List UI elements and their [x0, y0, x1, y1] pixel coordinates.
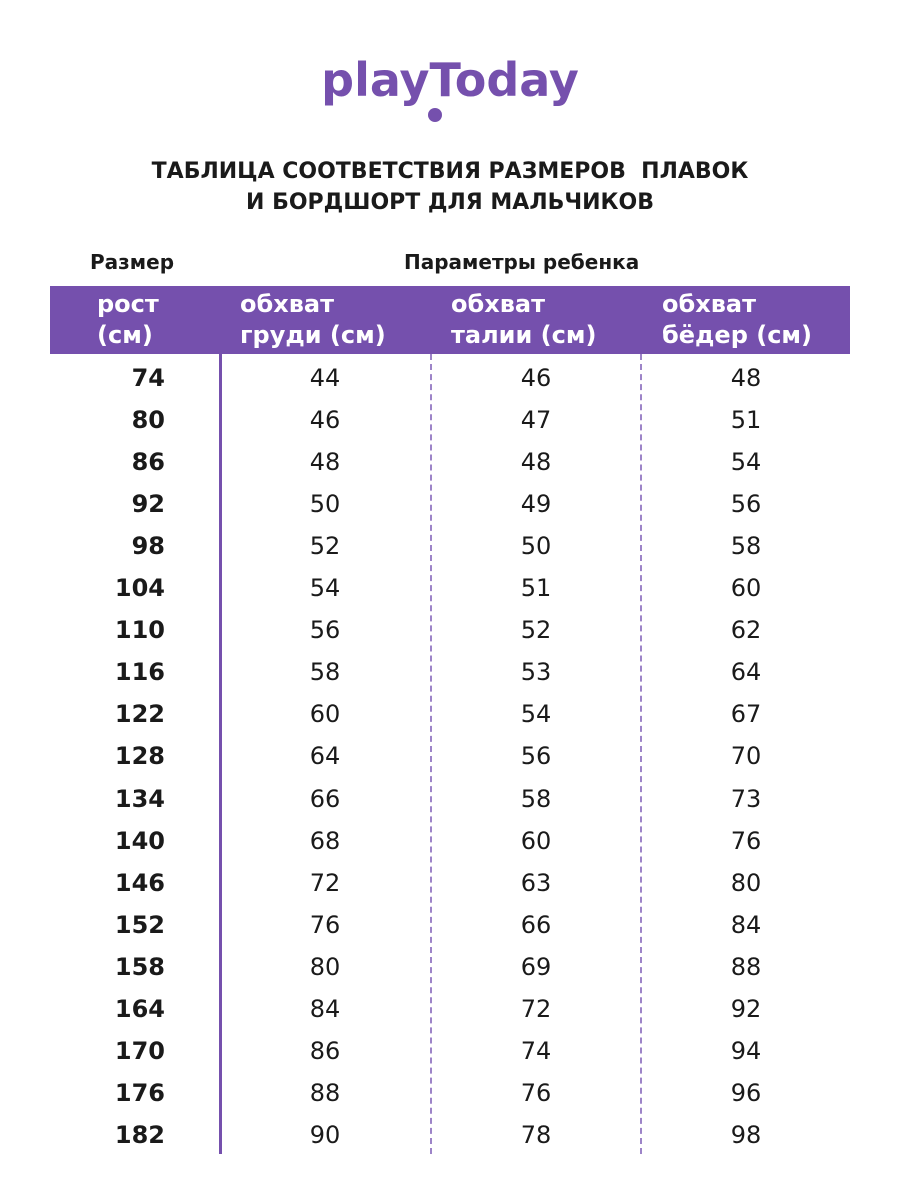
table-row [0, 483, 900, 525]
chest-cell: 60 [309, 700, 341, 729]
hips-cell: 54 [730, 448, 762, 477]
page-title [0, 156, 900, 218]
waist-cell: 52 [520, 616, 552, 645]
hips-cell: 67 [730, 700, 762, 729]
brand-logo [0, 52, 900, 127]
waist-cell: 58 [520, 784, 552, 813]
waist-cell: 54 [520, 700, 552, 729]
hips-cell: 96 [730, 1078, 762, 1107]
height-cell: 158 [114, 952, 165, 981]
table-row [0, 820, 900, 862]
header-height: рост (см) [97, 290, 159, 349]
height-cell: 104 [114, 574, 165, 603]
title-line-2: И БОРДШОРТ ДЛЯ МАЛЬЧИКОВ [246, 190, 654, 215]
table-row [0, 862, 900, 904]
chest-cell: 66 [309, 784, 341, 813]
hips-cell: 88 [730, 952, 762, 981]
hips-cell: 80 [730, 868, 762, 897]
hips-cell: 84 [730, 910, 762, 939]
height-cell: 110 [114, 616, 165, 645]
height-cell: 170 [114, 1036, 165, 1065]
chest-cell: 58 [309, 658, 341, 687]
chest-cell: 86 [309, 1036, 341, 1065]
header-chest: обхват груди (см) [240, 290, 386, 349]
height-cell: 176 [114, 1078, 165, 1107]
height-cell: 140 [114, 826, 165, 855]
table-row [0, 1072, 900, 1114]
hips-cell: 51 [730, 406, 762, 435]
hips-cell: 76 [730, 826, 762, 855]
table-row [0, 651, 900, 693]
table-row [0, 609, 900, 651]
chest-cell: 88 [309, 1078, 341, 1107]
waist-cell: 56 [520, 742, 552, 771]
height-cell: 92 [131, 490, 165, 519]
hips-cell: 98 [730, 1120, 762, 1149]
chest-cell: 46 [309, 406, 341, 435]
brand-logo-text: playToday [321, 53, 579, 107]
table-row [0, 904, 900, 946]
waist-cell: 63 [520, 868, 552, 897]
hips-cell: 60 [730, 574, 762, 603]
table-row [0, 946, 900, 988]
waist-cell: 53 [520, 658, 552, 687]
hips-cell: 58 [730, 532, 762, 561]
height-cell: 122 [114, 700, 165, 729]
table-row [0, 399, 900, 441]
waist-cell: 51 [520, 574, 552, 603]
table-row [0, 735, 900, 777]
chest-cell: 84 [309, 994, 341, 1023]
height-cell: 146 [114, 868, 165, 897]
height-cell: 134 [114, 784, 165, 813]
table-row [0, 1030, 900, 1072]
chest-cell: 76 [309, 910, 341, 939]
header-hips: обхват бёдер (см) [662, 290, 813, 349]
waist-cell: 76 [520, 1078, 552, 1107]
hips-cell: 48 [730, 364, 762, 392]
waist-cell: 46 [520, 364, 552, 392]
hips-cell: 64 [730, 658, 762, 687]
chest-cell: 68 [309, 826, 341, 855]
chest-cell: 90 [309, 1120, 341, 1149]
size-label: Размер [90, 250, 175, 274]
chest-cell: 48 [309, 448, 341, 477]
table-row [0, 525, 900, 567]
height-cell: 152 [114, 910, 165, 939]
waist-cell: 74 [520, 1036, 552, 1065]
waist-cell: 72 [520, 994, 552, 1023]
waist-cell: 48 [520, 448, 552, 477]
title-line-1: ТАБЛИЦА СООТВЕТСТВИЯ РАЗМЕРОВ ПЛАВОК [151, 159, 749, 184]
chest-cell: 72 [309, 868, 341, 897]
hips-cell: 92 [730, 994, 762, 1023]
height-cell: 164 [114, 994, 165, 1023]
hips-cell: 62 [730, 616, 762, 645]
waist-cell: 50 [520, 532, 552, 561]
hips-cell: 73 [730, 784, 762, 813]
waist-cell: 78 [520, 1120, 552, 1149]
height-cell: 116 [114, 658, 165, 687]
chest-cell: 52 [309, 532, 341, 561]
table-row [0, 567, 900, 609]
chest-cell: 56 [309, 616, 341, 645]
table-row [0, 988, 900, 1030]
params-label: Параметры ребенка [404, 250, 640, 274]
chest-cell: 64 [309, 742, 341, 771]
table-row [0, 1114, 900, 1156]
hips-cell: 70 [730, 742, 762, 771]
height-cell: 182 [114, 1120, 165, 1149]
waist-cell: 60 [520, 826, 552, 855]
height-cell: 80 [131, 406, 165, 435]
chest-cell: 54 [309, 574, 341, 603]
height-cell: 74 [131, 364, 165, 392]
header-waist: обхват талии (см) [451, 290, 597, 349]
table-row [0, 357, 900, 399]
chest-cell: 44 [309, 364, 341, 392]
table-row [0, 778, 900, 820]
waist-cell: 49 [520, 490, 552, 519]
hips-cell: 56 [730, 490, 762, 519]
table-row [0, 441, 900, 483]
chest-cell: 50 [309, 490, 341, 519]
height-cell: 128 [114, 742, 165, 771]
waist-cell: 69 [520, 952, 552, 981]
table-row [0, 693, 900, 735]
waist-cell: 47 [520, 406, 552, 435]
chest-cell: 80 [309, 952, 341, 981]
height-cell: 86 [131, 448, 165, 477]
height-cell: 98 [131, 532, 165, 561]
table-header [50, 286, 850, 354]
waist-cell: 66 [520, 910, 552, 939]
hips-cell: 94 [730, 1036, 762, 1065]
